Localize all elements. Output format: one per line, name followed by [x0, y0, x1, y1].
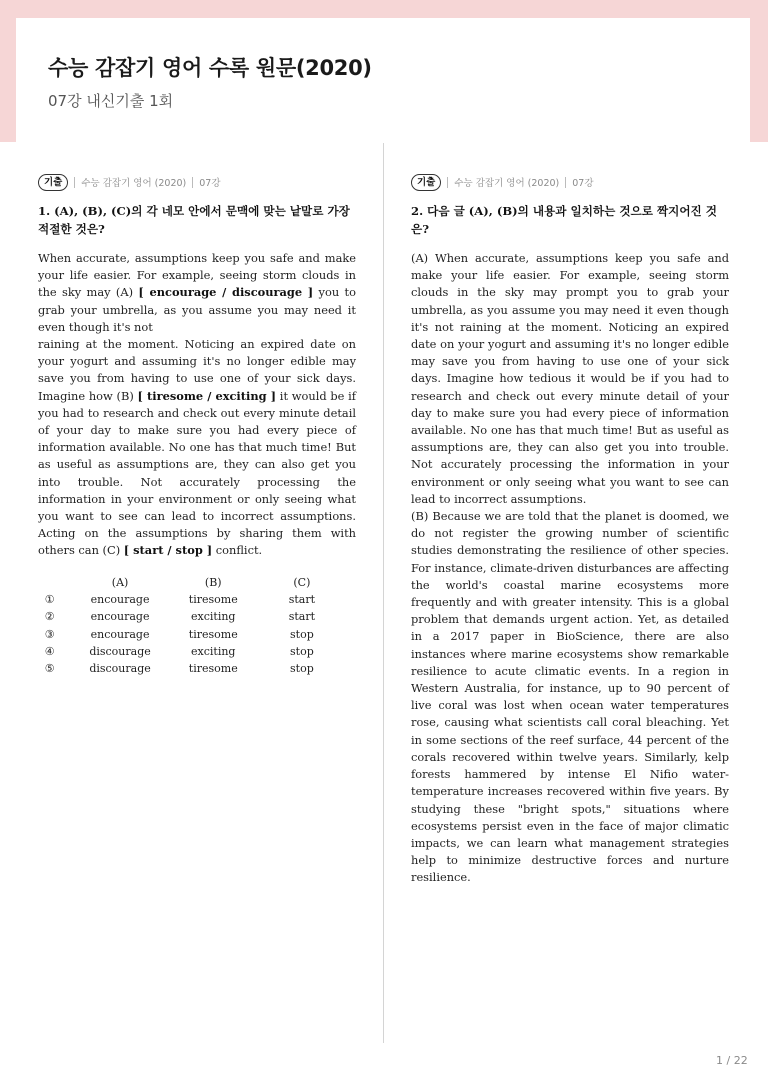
passage-paragraph-b: (B) Because we are told that the planet is doomed, we do not register the growing number of scientific studies demonstrating the resilience of other species. For instance, climate-driven disturbances are affecting the world's coastal marine ecosystems more frequently and with greater intensity. This is a global problem that demands urgent action. Yet, as detailed in a 2017 paper in BioScience, there are also instances where marine ecosystems show remarkable resilience to acute climatic events. In a region in Western Australia, for instance, up to 90 percent of live coral was lost when ocean water temperatures rose, causing what scientists call coral bleaching. Yet in some sections of the reef surface, 44 percent of the corals recovered within twelve years. Similarly, kelp forests hammered by intense El Nifio water-temperature increases recovered within five years. By studying these "bright spots," situations where ecosystems persist even in the face of major climatic impacts, we can learn what management strategies help to minimize destructive forces and nurture resilience.	[411, 509, 729, 885]
passage	[411, 250, 729, 887]
source-tag-badge: 기출	[411, 174, 441, 191]
question-title: 2. 다음 글 (A), (B)의 내용과 일치하는 것으로 짝지어진 것은?	[411, 204, 717, 236]
question-title: 1. (A), (B), (C)의 각 네모 안에서 문맥에 맞는 낱말로 가장 적절한 것은?	[38, 204, 350, 236]
option-c: start	[288, 593, 316, 607]
source-label: 수능 감잡기 영어 (2020)	[454, 178, 560, 189]
question-2	[411, 172, 729, 887]
options-header-row	[38, 574, 356, 591]
passage	[38, 250, 356, 560]
passage-text: it would be if you had to research and check out every minute detail of your day to make sure you had every piece of information available. No one has that much time! But as useful as assumptions are, they can also get you into trouble. Not accurately processing the information in your environment or only seeing what you want to see can lead to incorrect assumptions. Acting on the assumptions by sharing them with others can (C)	[38, 388, 356, 558]
option-b: exciting	[191, 610, 236, 624]
passage-text: raining at the moment. Noticing an expired date on your yogurt and assuming it's no longer edible may save you from having to use one of your sick days. Imagine how (B)	[38, 337, 356, 403]
option-a: encourage	[90, 627, 150, 641]
column-divider	[383, 143, 384, 1043]
option-row[interactable]	[38, 626, 356, 643]
option-c: stop	[290, 627, 314, 641]
lesson-label: 07강	[199, 178, 221, 189]
question-1	[38, 172, 356, 677]
page-number: 1 / 22	[716, 1054, 748, 1067]
option-row[interactable]	[38, 660, 356, 677]
passage-text: When accurate, assumptions keep you safe and make your life easier. For example, seeing storm clouds in the sky may (A)	[38, 251, 356, 300]
meta-divider	[74, 177, 75, 188]
option-number: ⑤	[44, 662, 55, 676]
option-a: discourage	[89, 644, 151, 658]
option-number: ③	[44, 627, 55, 641]
document-subtitle: 07강 내신기출 1회	[48, 92, 174, 110]
option-b: tiresome	[188, 627, 238, 641]
option-row[interactable]	[38, 591, 356, 608]
meta-divider	[565, 177, 566, 188]
meta-divider	[192, 177, 193, 188]
option-c: stop	[290, 662, 314, 676]
choice-b: [ tiresome / exciting ]	[137, 388, 277, 403]
option-c: start	[288, 610, 316, 624]
option-a: discourage	[89, 662, 151, 676]
header-a: (A)	[111, 575, 129, 589]
option-row[interactable]	[38, 608, 356, 625]
passage-paragraph-a: (A) When accurate, assumptions keep you safe and make your life easier. For example, seeing storm clouds in the sky may prompt you to grab your umbrella, as you assume you may need it even though it's not raining at the moment. Noticing an expired date on your yogurt and assuming it's no longer edible may save you from having to use one of your sick days. Imagine how tedious it would be if you had to research and check out every minute detail of your day to make sure you had every piece of information available. No one has that much time! But as useful as assumptions are, they can also get you into trouble. Not accurately processing the information in your environment or only seeing what you want to see can lead to incorrect assumptions.	[411, 251, 729, 506]
option-a: encourage	[90, 610, 150, 624]
option-number: ②	[44, 610, 55, 624]
option-c: stop	[290, 644, 314, 658]
option-number: ④	[44, 644, 55, 658]
option-b: tiresome	[188, 662, 238, 676]
source-tag-badge: 기출	[38, 174, 68, 191]
option-a: encourage	[90, 593, 150, 607]
choice-a: [ encourage / discourage ]	[138, 285, 314, 300]
lesson-label: 07강	[572, 178, 594, 189]
question-meta	[411, 172, 729, 192]
passage-text: conflict.	[212, 543, 263, 558]
header-b: (B)	[204, 575, 222, 589]
option-number-header	[38, 574, 61, 591]
answer-options-table	[38, 574, 356, 678]
option-row[interactable]	[38, 643, 356, 660]
option-b: exciting	[191, 644, 236, 658]
option-number: ①	[44, 593, 55, 607]
source-label: 수능 감잡기 영어 (2020)	[81, 178, 187, 189]
option-b: tiresome	[188, 593, 238, 607]
question-meta	[38, 172, 356, 192]
header-c: (C)	[293, 575, 311, 589]
passage-text: you to grab your umbrella, as you assume you may need it even though it's not	[38, 285, 356, 334]
choice-c: [ start / stop ]	[123, 543, 213, 558]
meta-divider	[447, 177, 448, 188]
document-title: 수능 감잡기 영어 수록 원문(2020)	[48, 56, 372, 80]
